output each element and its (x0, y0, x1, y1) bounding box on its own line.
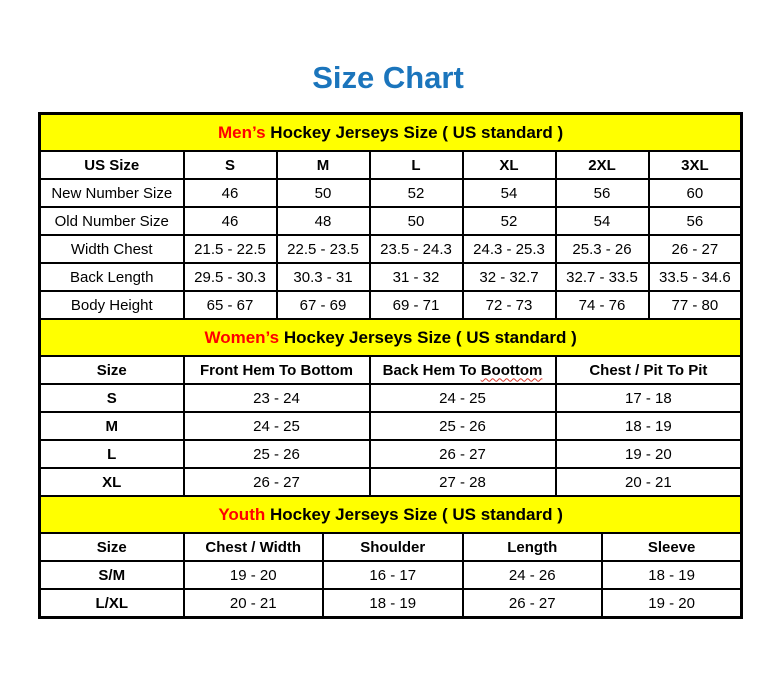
cell-value: 26 - 27 (649, 235, 742, 263)
cell-value: 26 - 27 (370, 440, 556, 468)
cell-value: 65 - 67 (184, 291, 277, 319)
cell-value: 46 (184, 179, 277, 207)
mens-column-header: XL (463, 151, 556, 179)
womens-data-row (40, 412, 742, 440)
womens-section-title: Women’s Hockey Jerseys Size ( US standard ) (40, 319, 742, 356)
cell-value: 52 (463, 207, 556, 235)
mens-column-header: US Size (40, 151, 184, 179)
youth-column-header: Size (40, 533, 184, 561)
row-label: L (40, 440, 184, 468)
cell-value: 18 - 19 (602, 561, 742, 589)
cell-value: 32.7 - 33.5 (556, 263, 649, 291)
cell-value: 30.3 - 31 (277, 263, 370, 291)
cell-value: 69 - 71 (370, 291, 463, 319)
youth-section-word: Youth (218, 504, 266, 524)
cell-value: 32 - 32.7 (463, 263, 556, 291)
row-label: L/XL (40, 589, 184, 618)
womens-column-header: Front Hem To Bottom (184, 356, 370, 384)
youth-section-band-row (40, 496, 742, 533)
cell-value: 25.3 - 26 (556, 235, 649, 263)
youth-section-title: Youth Hockey Jerseys Size ( US standard ) (40, 496, 742, 533)
youth-column-header: Length (463, 533, 603, 561)
cell-value: 77 - 80 (649, 291, 742, 319)
womens-column-header: Size (40, 356, 184, 384)
mens-header-row (40, 151, 742, 179)
womens-data-row (40, 468, 742, 496)
womens-section-word: Women’s (204, 327, 280, 347)
cell-value: 46 (184, 207, 277, 235)
womens-column-header: Back Hem To Boottom (370, 356, 556, 384)
mens-column-header: S (184, 151, 277, 179)
page-title: Size Chart (312, 60, 464, 95)
cell-value: 24 - 26 (463, 561, 603, 589)
mens-data-row (40, 263, 742, 291)
cell-value: 21.5 - 22.5 (184, 235, 277, 263)
row-label: Width Chest (40, 235, 184, 263)
youth-column-header: Chest / Width (184, 533, 324, 561)
womens-section-band-row (40, 319, 742, 356)
mens-column-header: M (277, 151, 370, 179)
cell-value: 23 - 24 (184, 384, 370, 412)
row-label: New Number Size (40, 179, 184, 207)
mens-data-row (40, 179, 742, 207)
cell-value: 74 - 76 (556, 291, 649, 319)
cell-value: 20 - 21 (184, 589, 324, 618)
cell-value: 23.5 - 24.3 (370, 235, 463, 263)
row-label: S/M (40, 561, 184, 589)
cell-value: 54 (463, 179, 556, 207)
womens-column-header: Chest / Pit To Pit (556, 356, 742, 384)
cell-value: 33.5 - 34.6 (649, 263, 742, 291)
mens-column-header: 3XL (649, 151, 742, 179)
cell-value: 25 - 26 (184, 440, 370, 468)
cell-value: 26 - 27 (184, 468, 370, 496)
mens-column-header: L (370, 151, 463, 179)
row-label: Body Height (40, 291, 184, 319)
cell-value: 52 (370, 179, 463, 207)
mens-section-word: Men’s (218, 122, 266, 142)
cell-value: 27 - 28 (370, 468, 556, 496)
cell-value: 54 (556, 207, 649, 235)
youth-data-row (40, 589, 742, 618)
cell-value: 31 - 32 (370, 263, 463, 291)
mens-data-row (40, 291, 742, 319)
row-label: M (40, 412, 184, 440)
cell-value: 72 - 73 (463, 291, 556, 319)
cell-value: 67 - 69 (277, 291, 370, 319)
cell-value: 50 (277, 179, 370, 207)
size-chart-table-body (40, 114, 742, 618)
row-label: S (40, 384, 184, 412)
cell-value: 24 - 25 (184, 412, 370, 440)
cell-value: 48 (277, 207, 370, 235)
mens-data-row (40, 207, 742, 235)
cell-value: 18 - 19 (323, 589, 463, 618)
youth-header-row (40, 533, 742, 561)
mens-column-header: 2XL (556, 151, 649, 179)
cell-value: 19 - 20 (184, 561, 324, 589)
mens-data-row (40, 235, 742, 263)
mens-section-band-row (40, 114, 742, 152)
misspelled-word: Boottom (480, 361, 543, 379)
cell-value: 25 - 26 (370, 412, 556, 440)
cell-value: 50 (370, 207, 463, 235)
row-label: XL (40, 468, 184, 496)
cell-value: 20 - 21 (556, 468, 742, 496)
row-label: Back Length (40, 263, 184, 291)
cell-value: 22.5 - 23.5 (277, 235, 370, 263)
cell-value: 24.3 - 25.3 (463, 235, 556, 263)
cell-value: 18 - 19 (556, 412, 742, 440)
youth-column-header: Sleeve (602, 533, 742, 561)
cell-value: 26 - 27 (463, 589, 603, 618)
womens-data-row (40, 384, 742, 412)
youth-column-header: Shoulder (323, 533, 463, 561)
size-chart-table (38, 112, 743, 619)
cell-value: 56 (556, 179, 649, 207)
cell-value: 19 - 20 (602, 589, 742, 618)
cell-value: 17 - 18 (556, 384, 742, 412)
cell-value: 29.5 - 30.3 (184, 263, 277, 291)
mens-section-title: Men’s Hockey Jerseys Size ( US standard ) (40, 114, 742, 152)
cell-value: 16 - 17 (323, 561, 463, 589)
womens-data-row (40, 440, 742, 468)
cell-value: 56 (649, 207, 742, 235)
cell-value: 24 - 25 (370, 384, 556, 412)
womens-header-row (40, 356, 742, 384)
row-label: Old Number Size (40, 207, 184, 235)
cell-value: 60 (649, 179, 742, 207)
cell-value: 19 - 20 (556, 440, 742, 468)
youth-data-row (40, 561, 742, 589)
